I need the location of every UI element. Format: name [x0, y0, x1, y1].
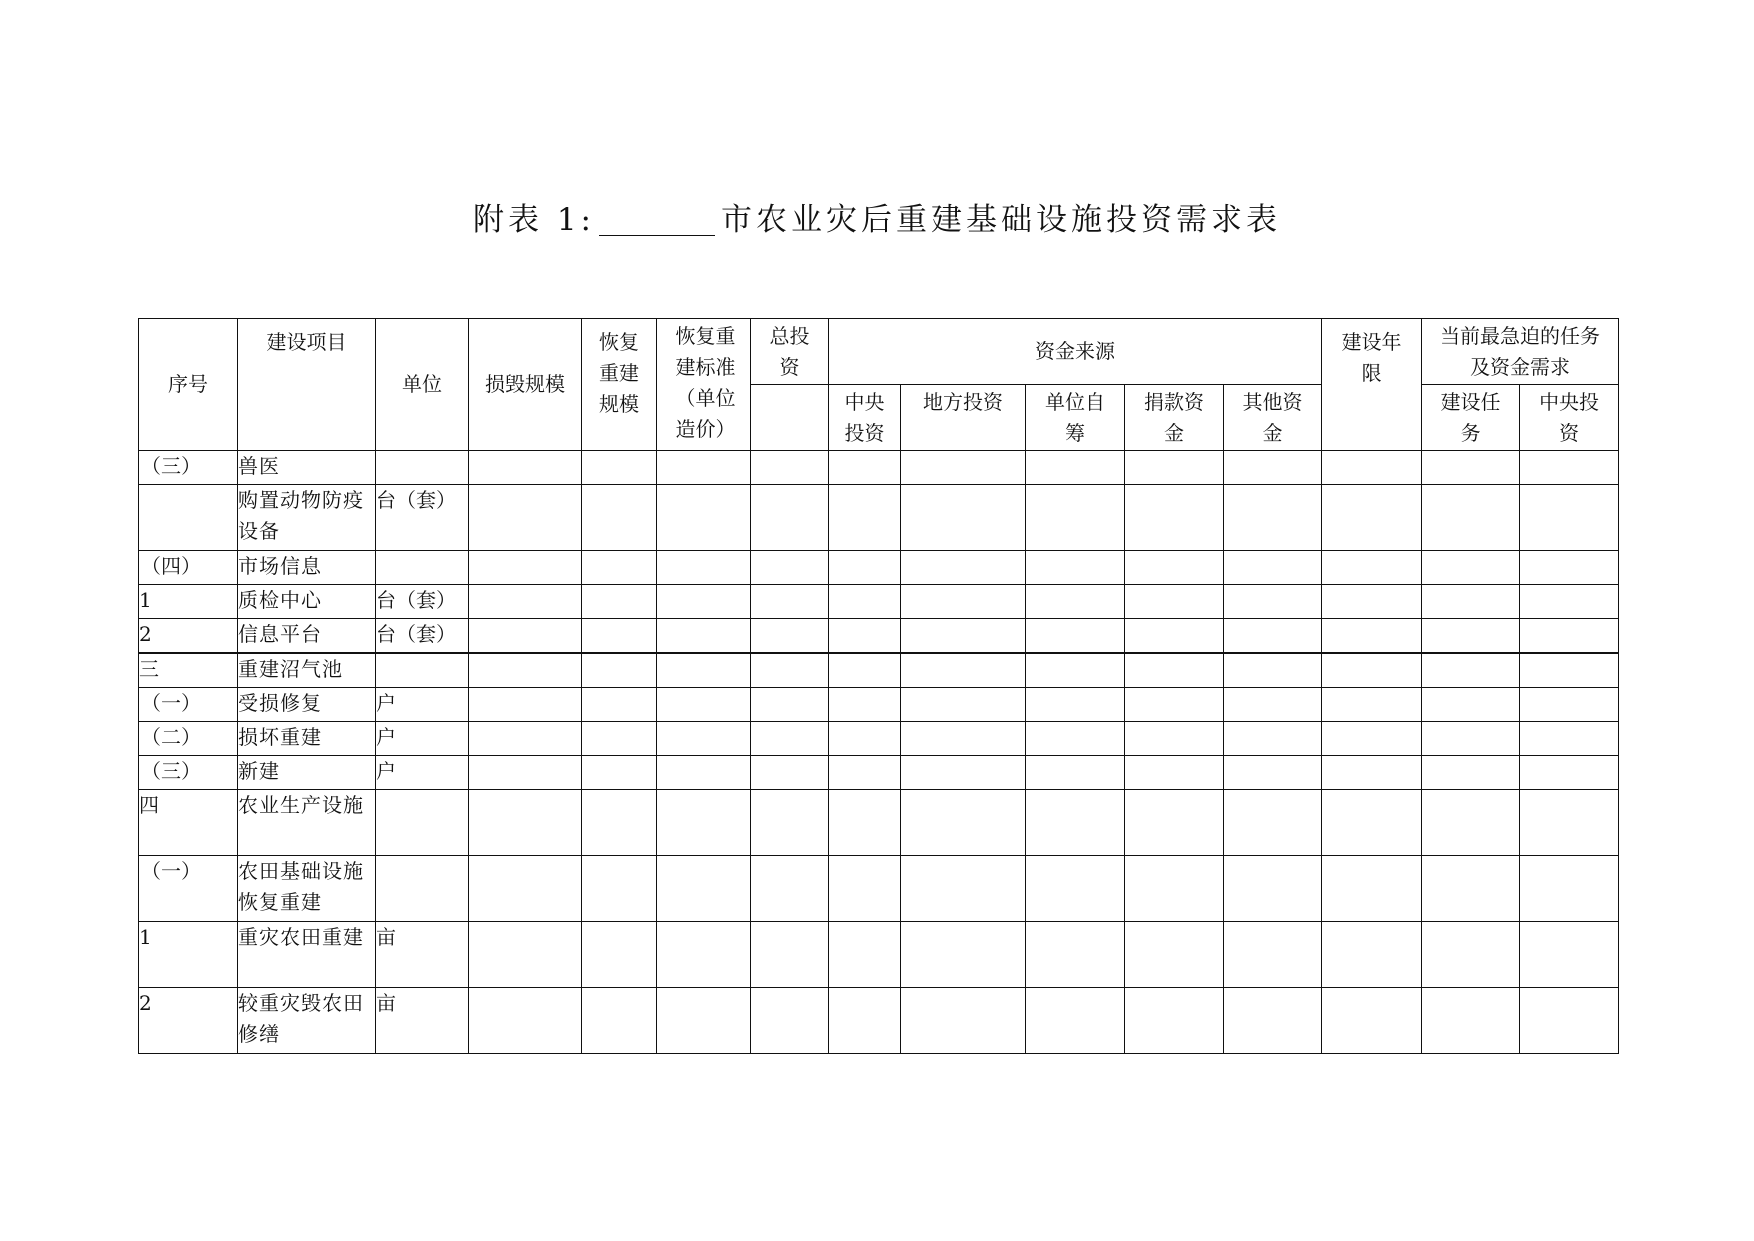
row-no: 2: [139, 988, 238, 1054]
empty-cell: [751, 688, 829, 722]
empty-cell: [657, 922, 751, 988]
empty-cell: [1520, 922, 1619, 988]
empty-cell: [1322, 756, 1422, 790]
empty-cell: [829, 451, 901, 485]
empty-cell: [1520, 756, 1619, 790]
empty-cell: [582, 585, 657, 619]
row-item: 信息平台: [238, 619, 376, 654]
row-unit: 亩: [376, 988, 469, 1054]
empty-cell: [829, 551, 901, 585]
row-no: （二）: [139, 722, 238, 756]
empty-cell: [829, 790, 901, 856]
empty-cell: [901, 653, 1026, 688]
empty-cell: [829, 585, 901, 619]
empty-cell: [1322, 451, 1422, 485]
empty-cell: [1520, 551, 1619, 585]
empty-cell: [1125, 790, 1224, 856]
row-item: 较重灾毁农田修缮: [238, 988, 376, 1054]
header-construction-period: 建设年限: [1322, 319, 1422, 451]
row-no: 2: [139, 619, 238, 654]
empty-cell: [751, 585, 829, 619]
empty-cell: [469, 485, 582, 551]
empty-cell: [1322, 551, 1422, 585]
row-no: 1: [139, 922, 238, 988]
empty-cell: [582, 756, 657, 790]
empty-cell: [582, 790, 657, 856]
empty-cell: [1125, 585, 1224, 619]
empty-cell: [751, 485, 829, 551]
investment-table: [138, 318, 1619, 1054]
row-unit: 台（套）: [376, 619, 469, 654]
empty-cell: [1224, 922, 1322, 988]
empty-cell: [1422, 922, 1520, 988]
empty-cell: [469, 790, 582, 856]
empty-cell: [1026, 790, 1125, 856]
empty-cell: [829, 988, 901, 1054]
empty-cell: [1224, 551, 1322, 585]
empty-cell: [1125, 856, 1224, 922]
header-construction-task: 建设任务: [1422, 385, 1520, 451]
empty-cell: [657, 585, 751, 619]
empty-cell: [1422, 485, 1520, 551]
empty-cell: [657, 856, 751, 922]
empty-cell: [582, 653, 657, 688]
empty-cell: [901, 619, 1026, 654]
empty-cell: [1422, 688, 1520, 722]
empty-cell: [1422, 856, 1520, 922]
empty-cell: [657, 988, 751, 1054]
header-seq: 序号: [139, 319, 238, 451]
title-prefix: 附表 1:: [472, 202, 596, 238]
empty-cell: [901, 790, 1026, 856]
empty-cell: [1322, 988, 1422, 1054]
empty-cell: [1422, 619, 1520, 654]
empty-cell: [829, 856, 901, 922]
empty-cell: [901, 485, 1026, 551]
empty-cell: [657, 485, 751, 551]
empty-cell: [901, 756, 1026, 790]
row-unit: 户: [376, 688, 469, 722]
empty-cell: [751, 451, 829, 485]
empty-cell: [469, 988, 582, 1054]
table-row: [139, 551, 1619, 585]
empty-cell: [469, 922, 582, 988]
header-urgent-tasks: 当前最急迫的任务及资金需求: [1422, 319, 1619, 385]
empty-cell: [1224, 585, 1322, 619]
header-damage-scale: 损毁规模: [469, 319, 582, 451]
row-no: [139, 485, 238, 551]
empty-cell: [1422, 988, 1520, 1054]
empty-cell: [469, 756, 582, 790]
row-no: 1: [139, 585, 238, 619]
empty-cell: [582, 551, 657, 585]
empty-cell: [1322, 856, 1422, 922]
empty-cell: [1026, 485, 1125, 551]
empty-cell: [657, 551, 751, 585]
empty-cell: [1026, 653, 1125, 688]
empty-cell: [1520, 485, 1619, 551]
row-no: （一）: [139, 856, 238, 922]
empty-cell: [1125, 756, 1224, 790]
empty-cell: [1224, 653, 1322, 688]
empty-cell: [1224, 988, 1322, 1054]
header-local-investment: 地方投资: [901, 385, 1026, 451]
empty-cell: [1520, 451, 1619, 485]
empty-cell: [582, 688, 657, 722]
header-unit: 单位: [376, 319, 469, 451]
empty-cell: [657, 653, 751, 688]
empty-cell: [829, 485, 901, 551]
empty-cell: [469, 619, 582, 654]
empty-cell: [1322, 790, 1422, 856]
empty-cell: [829, 722, 901, 756]
row-no: （四）: [139, 551, 238, 585]
empty-cell: [901, 722, 1026, 756]
row-item: 受损修复: [238, 688, 376, 722]
row-unit: [376, 653, 469, 688]
empty-cell: [582, 619, 657, 654]
table-row: [139, 585, 1619, 619]
table-row: [139, 856, 1619, 922]
table-row: [139, 485, 1619, 551]
table-row: [139, 790, 1619, 856]
empty-cell: [657, 790, 751, 856]
empty-cell: [901, 856, 1026, 922]
empty-cell: [1520, 653, 1619, 688]
empty-cell: [1520, 585, 1619, 619]
empty-cell: [657, 451, 751, 485]
empty-cell: [1322, 653, 1422, 688]
row-item: 兽医: [238, 451, 376, 485]
empty-cell: [582, 485, 657, 551]
empty-cell: [751, 551, 829, 585]
empty-cell: [1322, 585, 1422, 619]
empty-cell: [1125, 451, 1224, 485]
empty-cell: [751, 653, 829, 688]
row-unit: [376, 856, 469, 922]
empty-cell: [582, 451, 657, 485]
empty-cell: [901, 551, 1026, 585]
empty-cell: [751, 756, 829, 790]
empty-cell: [1026, 551, 1125, 585]
header-other-funds: 其他资金: [1224, 385, 1322, 451]
empty-cell: [1422, 585, 1520, 619]
empty-cell: [901, 922, 1026, 988]
empty-cell: [901, 688, 1026, 722]
row-no: 四: [139, 790, 238, 856]
empty-cell: [582, 922, 657, 988]
empty-cell: [1322, 619, 1422, 654]
row-item: 购置动物防疫设备: [238, 485, 376, 551]
table-row: [139, 619, 1619, 654]
empty-cell: [829, 653, 901, 688]
header-donation: 捐款资金: [1125, 385, 1224, 451]
empty-cell: [751, 619, 829, 654]
empty-cell: [582, 856, 657, 922]
empty-cell: [751, 856, 829, 922]
empty-cell: [1224, 485, 1322, 551]
empty-cell: [901, 451, 1026, 485]
empty-cell: [1125, 485, 1224, 551]
row-unit: 亩: [376, 922, 469, 988]
empty-cell: [1224, 790, 1322, 856]
empty-cell: [1422, 451, 1520, 485]
header-total-investment: 总投资: [751, 319, 829, 385]
empty-cell: [1224, 688, 1322, 722]
empty-cell: [1224, 722, 1322, 756]
row-no: （一）: [139, 688, 238, 722]
empty-cell: [469, 451, 582, 485]
table-row: [139, 451, 1619, 485]
table-row: [139, 922, 1619, 988]
row-unit: [376, 790, 469, 856]
empty-cell: [1322, 485, 1422, 551]
row-item: 新建: [238, 756, 376, 790]
empty-cell: [1125, 551, 1224, 585]
header-self-raised: 单位自筹: [1026, 385, 1125, 451]
empty-cell: [582, 722, 657, 756]
row-item: 市场信息: [238, 551, 376, 585]
empty-cell: [1224, 451, 1322, 485]
table-row: [139, 653, 1619, 688]
row-unit: 户: [376, 722, 469, 756]
row-unit: 台（套）: [376, 485, 469, 551]
empty-cell: [1224, 856, 1322, 922]
empty-cell: [1422, 653, 1520, 688]
empty-cell: [901, 585, 1026, 619]
empty-cell: [1125, 988, 1224, 1054]
header-fund-source: 资金来源: [829, 319, 1322, 385]
empty-cell: [1422, 722, 1520, 756]
row-no: （三）: [139, 756, 238, 790]
row-item: 农田基础设施恢复重建: [238, 856, 376, 922]
empty-cell: [469, 551, 582, 585]
row-unit: 户: [376, 756, 469, 790]
title-text: 市农业灾后重建基础设施投资需求表: [721, 202, 1282, 238]
empty-cell: [829, 756, 901, 790]
header-central-investment: 中央投资: [829, 385, 901, 451]
empty-cell: [751, 988, 829, 1054]
empty-cell: [829, 619, 901, 654]
empty-cell: [1224, 756, 1322, 790]
empty-cell: [1520, 688, 1619, 722]
empty-cell: [1322, 688, 1422, 722]
row-item: 农业生产设施: [238, 790, 376, 856]
empty-cell: [1125, 653, 1224, 688]
empty-cell: [582, 988, 657, 1054]
empty-cell: [1125, 688, 1224, 722]
empty-cell: [1520, 722, 1619, 756]
empty-cell: [1322, 922, 1422, 988]
empty-cell: [1026, 922, 1125, 988]
empty-cell: [1026, 756, 1125, 790]
empty-cell: [751, 722, 829, 756]
empty-cell: [1520, 790, 1619, 856]
row-item: 重灾农田重建: [238, 922, 376, 988]
empty-cell: [469, 585, 582, 619]
empty-cell: [829, 922, 901, 988]
empty-cell: [657, 756, 751, 790]
empty-cell: [1026, 688, 1125, 722]
empty-cell: [1026, 722, 1125, 756]
header-total-investment-blank: [751, 385, 829, 451]
empty-cell: [657, 619, 751, 654]
empty-cell: [657, 722, 751, 756]
table-row: [139, 756, 1619, 790]
empty-cell: [1026, 619, 1125, 654]
empty-cell: [901, 988, 1026, 1054]
empty-cell: [1422, 790, 1520, 856]
empty-cell: [1026, 451, 1125, 485]
empty-cell: [829, 688, 901, 722]
header-restore-standard: 恢复重建标准（单位造价）: [657, 319, 751, 451]
empty-cell: [1125, 922, 1224, 988]
empty-cell: [1026, 856, 1125, 922]
empty-cell: [469, 856, 582, 922]
empty-cell: [1422, 551, 1520, 585]
empty-cell: [469, 688, 582, 722]
title-blank-line: [599, 199, 715, 236]
empty-cell: [1322, 722, 1422, 756]
empty-cell: [751, 790, 829, 856]
empty-cell: [657, 688, 751, 722]
empty-cell: [1224, 619, 1322, 654]
row-item: 重建沼气池: [238, 653, 376, 688]
empty-cell: [1520, 619, 1619, 654]
empty-cell: [469, 653, 582, 688]
table-row: [139, 988, 1619, 1054]
row-no: 三: [139, 653, 238, 688]
empty-cell: [751, 922, 829, 988]
row-unit: [376, 451, 469, 485]
empty-cell: [1125, 619, 1224, 654]
empty-cell: [1026, 585, 1125, 619]
header-project: 建设项目: [238, 319, 376, 451]
empty-cell: [1026, 988, 1125, 1054]
empty-cell: [1125, 722, 1224, 756]
page-title: [0, 196, 1754, 244]
row-item: 损坏重建: [238, 722, 376, 756]
row-unit: 台（套）: [376, 585, 469, 619]
empty-cell: [1520, 988, 1619, 1054]
empty-cell: [1422, 756, 1520, 790]
empty-cell: [469, 722, 582, 756]
table-row: [139, 688, 1619, 722]
header-restore-scale: 恢复重建规模: [582, 319, 657, 451]
row-unit: [376, 551, 469, 585]
row-item: 质检中心: [238, 585, 376, 619]
row-no: （三）: [139, 451, 238, 485]
table-row: [139, 722, 1619, 756]
empty-cell: [1520, 856, 1619, 922]
header-urgent-central-investment: 中央投资: [1520, 385, 1619, 451]
